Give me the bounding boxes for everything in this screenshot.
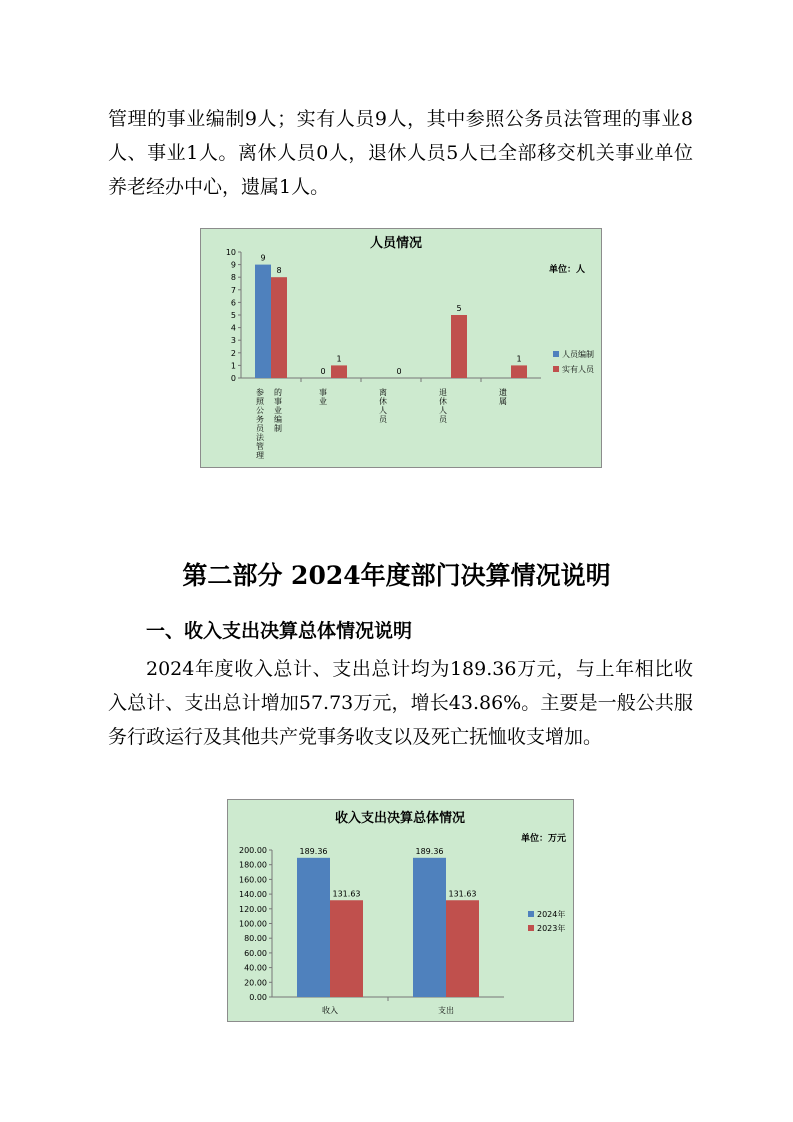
y-tick-label: 40.00	[244, 963, 267, 973]
bar-1-1	[446, 900, 479, 997]
income-expense-chart	[227, 799, 574, 1022]
sub-heading: 一、收入支出决算总体情况说明	[146, 620, 413, 642]
data-label: 9	[260, 253, 266, 263]
data-label: 8	[276, 266, 282, 276]
category-label: 离休人员	[378, 388, 388, 424]
y-tick-label: 160.00	[239, 875, 267, 885]
chart-unit-label: 单位：万元	[521, 834, 567, 844]
y-tick-label: 9	[230, 260, 236, 270]
y-tick-label: 20.00	[244, 978, 267, 988]
y-tick-label: 120.00	[239, 904, 267, 914]
data-label: 0	[396, 367, 402, 376]
y-tick-label: 5	[230, 311, 236, 320]
y-tick-label: 6	[230, 298, 236, 308]
category-label: 的事业编制	[273, 388, 283, 433]
y-tick-label: 200.00	[239, 846, 267, 855]
bar-1-4	[511, 365, 527, 378]
category-label: 参照公务员法管理	[255, 388, 265, 460]
y-tick-label: 0.00	[249, 993, 267, 1002]
category-label: 支出	[438, 1006, 454, 1015]
legend-swatch-1	[528, 925, 534, 931]
y-tick-label: 140.00	[239, 890, 267, 900]
section-title: 第二部分 2024年度部门决算情况说明	[182, 561, 611, 590]
y-tick-label: 2	[230, 348, 236, 358]
data-label: 1	[336, 354, 342, 364]
y-tick-label: 1	[230, 361, 236, 371]
paragraph-staff: 管理的事业编制9人；实有人员9人，其中参照公务员法管理的事业8人、事业1人。离休人员0人，退休人员5人已全部移交机关事业单位养老经办中心，遗属1人。	[108, 108, 693, 198]
bar-0-0	[255, 265, 271, 378]
bar-0-1	[413, 858, 446, 997]
legend-swatch-0	[528, 911, 534, 917]
data-label: 5	[456, 304, 462, 313]
legend-label: 实有人员	[562, 365, 594, 374]
staff-chart-svg	[201, 229, 601, 467]
data-label: 0	[320, 367, 326, 376]
legend-swatch-1	[553, 366, 559, 372]
bar-1-0	[330, 900, 363, 997]
chart-title: 人员情况	[369, 236, 423, 251]
income-expense-chart-svg	[228, 800, 573, 1021]
y-tick-label: 7	[230, 285, 236, 295]
data-label: 189.36	[415, 846, 444, 856]
y-tick-label: 3	[230, 336, 236, 346]
category-label: 退休人员	[438, 388, 448, 424]
category-label: 事业	[318, 388, 328, 406]
bar-1-1	[331, 365, 347, 378]
category-label: 遗属	[498, 388, 508, 406]
y-tick-label: 8	[230, 273, 236, 283]
chart-unit-label: 单位：人	[549, 265, 586, 275]
paragraph-income: 2024年度收入总计、支出总计均为189.36万元，与上年相比收入总计、支出总计增加57.73万元，增长43.86%。主要是一般公共服务行政运行及其他共产党事务收支以及死亡抚恤收支增加。	[108, 658, 693, 748]
y-tick-label: 10	[225, 248, 236, 257]
legend-label: 人员编制	[562, 350, 594, 359]
y-tick-label: 100.00	[239, 919, 267, 929]
bar-1-0	[271, 277, 287, 378]
data-label: 131.63	[448, 889, 477, 899]
category-label: 收入	[322, 1006, 338, 1015]
legend-label: 2024年	[537, 910, 566, 919]
bar-0-0	[297, 858, 330, 997]
legend-label: 2023年	[537, 924, 566, 933]
staff-chart	[200, 228, 602, 468]
legend-swatch-0	[553, 351, 559, 357]
y-tick-label: 80.00	[244, 934, 267, 944]
data-label: 189.36	[299, 846, 328, 856]
y-tick-label: 60.00	[244, 948, 267, 958]
chart-title: 收入支出决算总体情况	[334, 811, 466, 826]
y-tick-label: 0	[230, 374, 236, 383]
bar-1-3	[451, 315, 467, 378]
y-tick-label: 4	[230, 323, 236, 333]
data-label: 1	[516, 354, 522, 364]
y-tick-label: 180.00	[239, 860, 267, 870]
data-label: 131.63	[332, 889, 361, 899]
